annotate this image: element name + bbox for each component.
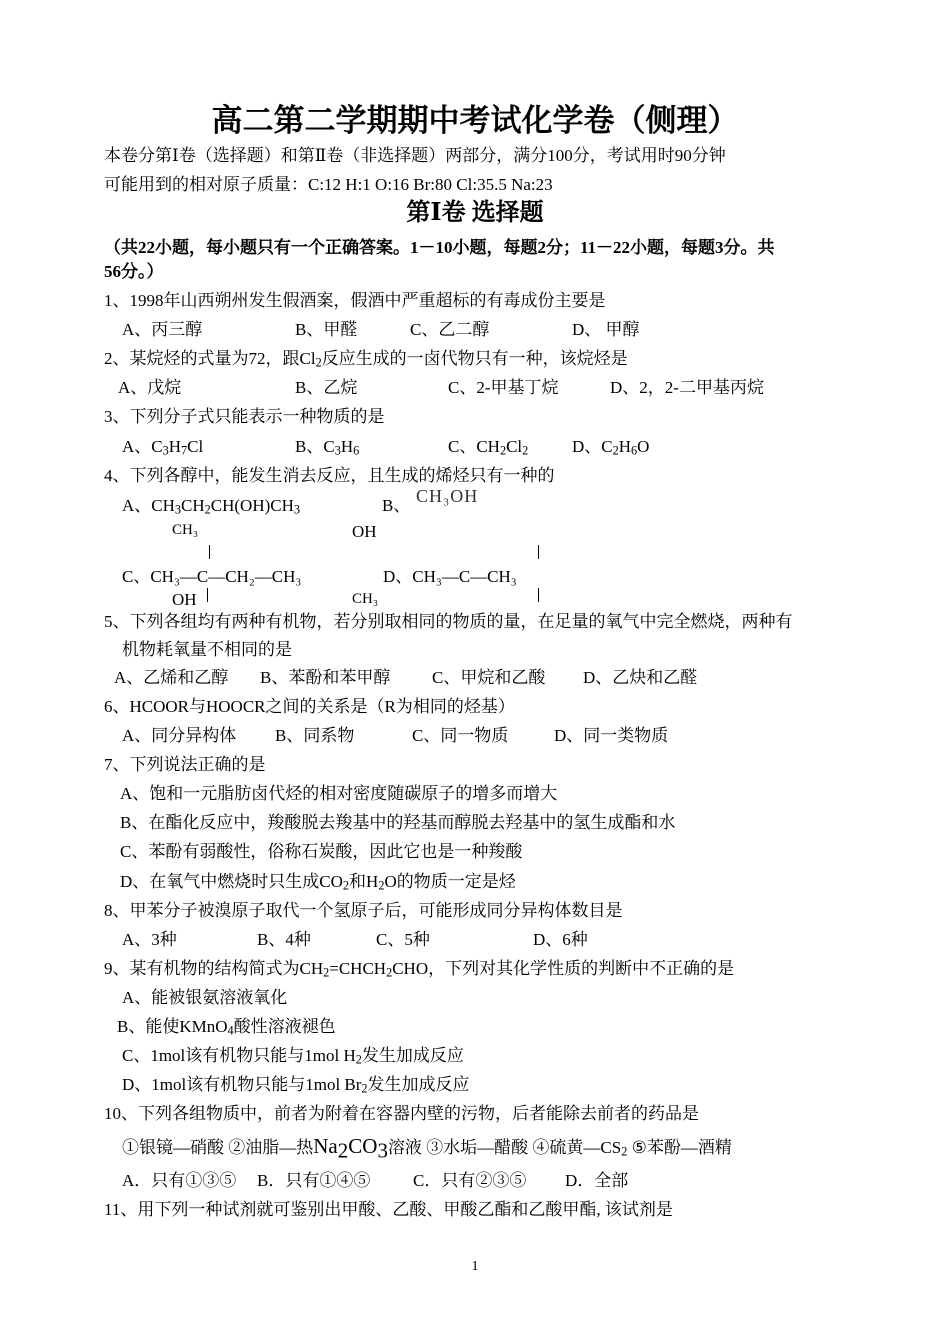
q4-d-top-bond [538,545,539,559]
q5-option-b: B、苯酚和苯甲醇 [260,668,391,687]
q4-c-top-group: CH₃ [172,522,199,538]
q2-stem: 2、某烷烃的式量为72，跟$Cl_2$反应生成的一卤代物只有一种，该烷烃是 [104,349,628,370]
q2-option-b: B、乙烷 [295,378,358,397]
instructions-line-2: 56分。） [104,262,164,281]
q8-option-c: C、5种 [376,930,430,949]
q8-option-a: A、3种 [122,930,177,949]
q8-stem: 8、甲苯分子被溴原子取代一个氢原子后，可能形成同分异构体数目是 [104,901,623,920]
q10-option-d: D．全部 [565,1171,629,1190]
q6-option-b: B、同系物 [275,726,355,745]
instructions-line-1: （共22小题，每小题只有一个正确答案。1－10小题，每题2分；11－22小题，每题3分。共 [104,238,775,257]
q4-option-b: B、 [382,496,411,515]
q5-option-a: A、乙烯和乙醇 [114,668,229,687]
q10-pairs: ①银镜—硝酸 ②油脂—热$Na_2CO_3$溶液 ③水垢—醋酸 ④硫黄$—CS_2$ ⑤苯酚—酒精 [122,1134,732,1163]
q4-option-b-formula: CH₃OH [416,486,479,506]
q4-d-bottom-bond [538,588,539,602]
q4-stem: 4、下列各醇中，能发生消去反应，且生成的烯烃只有一种的 [104,466,555,485]
intro-line-2: 可能用到的相对原子质量：C:12 H:1 O:16 Br:80 Cl:35.5 Na:23 [104,175,553,194]
q5-option-d: D、乙炔和乙醛 [583,668,698,687]
q3-option-b: B、$C_3H_6$ [295,437,360,458]
q2-option-c: C、2-甲基丁烷 [448,378,559,397]
q6-option-a: A、同分异构体 [122,726,237,745]
q8-option-b: B、4种 [257,930,311,949]
q6-option-d: D、同一类物质 [554,726,669,745]
q9-option-b: B、能使KMnO$_4$酸性溶液褪色 [117,1017,336,1038]
q7-option-c: C、苯酚有弱酸性，俗称石炭酸，因此它也是一种羧酸 [120,842,523,861]
page-number: 1 [471,1259,479,1274]
q4-d-top-group: OH [352,522,377,541]
q7-option-d: D、在氧气中燃烧时只生成$CO_2$和$H_2O$的物质一定是烃 [120,872,516,893]
q4-option-c: C、CH₃—C—CH₂—CH₃ [122,567,302,586]
q3-option-d: D、$C_2H_6O$ [572,437,650,458]
q7-stem: 7、下列说法正确的是 [104,755,266,774]
q1-option-a: A、丙三醇 [122,320,203,339]
q6-option-c: C、同一物质 [412,726,509,745]
q9-stem: 9、某有机物的结构简式为$CH_2=CHCH_2CHO$，下列对其化学性质的判断中不正确的是 [104,959,735,980]
q7-option-b: B、在酯化反应中，羧酸脱去羧基中的羟基而醇脱去羟基中的氢生成酯和水 [120,813,676,832]
q6-stem: 6、HCOOR与HOOCR之间的关系是（R为相同的烃基） [104,697,515,716]
q4-c-bottom-bond [207,588,208,602]
q4-c-bottom-group: OH [172,590,197,609]
q1-stem: 1、1998年山西朔州发生假酒案，假酒中严重超标的有毒成份主要是 [104,291,606,310]
q8-option-d: D、6种 [533,930,588,949]
q3-option-a: A、$C_3H_7Cl$ [122,437,204,458]
page-title: 高二第二学期期中考试化学卷（侧理） [211,103,739,138]
q2-option-a: A、戊烷 [118,378,182,397]
q4-d-bottom-group: CH₃ [352,591,379,607]
q10-option-c: C．只有②③⑤ [413,1171,527,1190]
q9-option-c: C、1mol该有机物只能与1mol $H_2$发生加成反应 [122,1046,464,1067]
q10-option-b: B．只有①④⑤ [257,1171,371,1190]
q9-option-a: A、能被银氨溶液氧化 [122,988,288,1007]
section-title: 第Ⅰ卷 选择题 [406,200,544,226]
q1-option-c: C、乙二醇 [410,320,490,339]
q4-option-a: A、$CH_3CH_2CH(OH)CH_3$ [122,496,301,517]
q4-c-top-bond [209,545,210,559]
q5-option-c: C、甲烷和乙酸 [432,668,546,687]
intro-line-1: 本卷分第Ⅰ卷（选择题）和第Ⅱ卷（非选择题）两部分，满分100分，考试用时90分钟 [104,146,726,165]
q10-stem: 10、下列各组物质中，前者为附着在容器内壁的污物，后者能除去前者的药品是 [104,1104,699,1123]
q7-option-a: A、饱和一元脂肪卤代烃的相对密度随碳原子的增多而增大 [120,784,558,803]
q5-stem-line-2: 机物耗氧量不相同的是 [122,640,292,659]
q3-stem: 3、下列分子式只能表示一种物质的是 [104,407,385,426]
q4-option-d: D、CH₃—C—CH₃ [383,567,517,586]
q1-option-d: D、 甲醇 [572,320,640,339]
q9-option-d: D、1mol该有机物只能与1mol $Br_2$发生加成反应 [122,1075,470,1096]
q3-option-c: C、$CH_2Cl_2$ [448,437,529,458]
q10-option-a: A．只有①③⑤ [122,1171,237,1190]
q1-option-b: B、甲醛 [295,320,358,339]
q2-option-d: D、2，2-二甲基丙烷 [610,378,764,397]
q5-stem-line-1: 5、下列各组均有两种有机物，若分别取相同的物质的量，在足量的氧气中完全燃烧，两种有 [104,612,793,631]
q11-stem: 11、用下列一种试剂就可鉴别出甲酸、乙酸、甲酸乙酯和乙酸甲酯, 该试剂是 [104,1200,673,1219]
